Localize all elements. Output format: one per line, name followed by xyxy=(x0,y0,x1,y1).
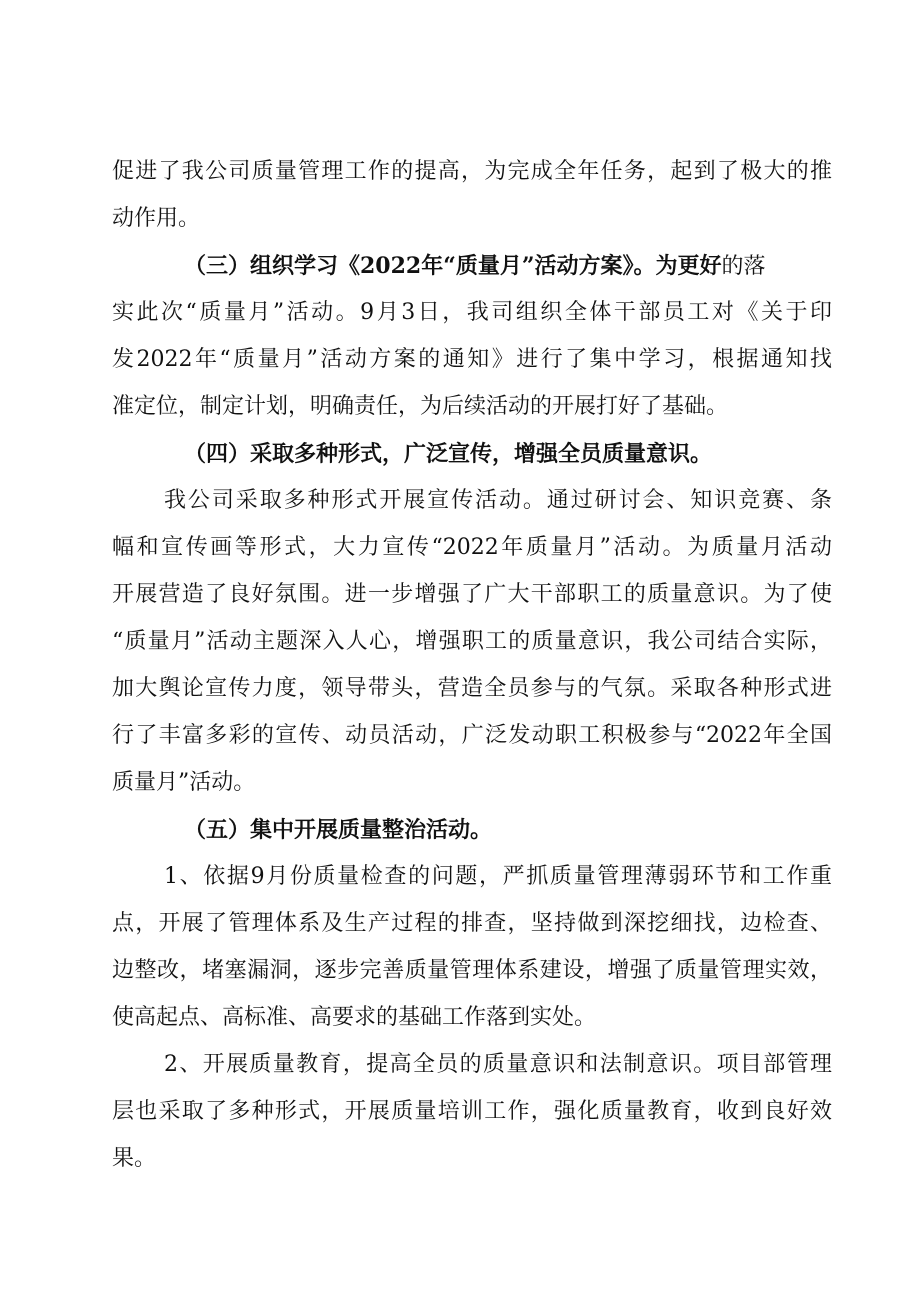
paragraph-line: 点，开展了管理体系及生产过程的排查，坚持做到深挖细找，边检查、 xyxy=(112,911,832,936)
paragraph-line: 层也采取了多种形式，开展质量培训工作，强化质量教育，收到良好效 xyxy=(112,1099,832,1124)
paragraph-line: 质量月”活动。 xyxy=(112,770,256,795)
section-heading-5: （五）集中开展质量整治活动。 xyxy=(184,817,493,843)
section-heading-3-tail: 的落 xyxy=(721,254,766,279)
paragraph-line: 动作用。 xyxy=(112,206,201,231)
paragraph-line: 幅和宣传画等形式，大力宣传“2022年质量月”活动。为质量月活动 xyxy=(112,535,832,560)
paragraph-line: 加大舆论宣传力度，领导带头，营造全员参与的气氛。采取各种形式进 xyxy=(112,676,832,701)
paragraph-line: 我公司采取多种形式开展宣传活动。通过研讨会、知识竞赛、条 xyxy=(164,488,832,513)
paragraph-line: 发2022年“质量月”活动方案的通知》进行了集中学习，根据通知找 xyxy=(112,347,833,372)
paragraph-line: 果。 xyxy=(112,1146,157,1171)
paragraph-line: 行了丰富多彩的宣传、动员活动，广泛发动职工积极参与“2022年全国 xyxy=(112,723,832,748)
paragraph-line: 准定位，制定计划，明确责任，为后续活动的开展打好了基础。 xyxy=(112,394,729,419)
paragraph-line: 开展营造了良好氛围。进一步增强了广大干部职工的质量意识。为了使 xyxy=(112,582,832,607)
paragraph-line: 促进了我公司质量管理工作的提高，为完成全年任务，起到了极大的推 xyxy=(112,159,832,184)
paragraph-line: 2、开展质量教育，提高全员的质量意识和法制意识。项目部管理 xyxy=(164,1052,832,1077)
section-heading-3 xyxy=(184,251,832,282)
section-heading-3-bold: （三）组织学习《2022年“质量月”活动方案》。为更好 xyxy=(184,253,722,279)
paragraph-line: 1、依据9月份质量检查的问题，严抓质量管理薄弱环节和工作重 xyxy=(164,864,832,889)
section-heading-4: （四）采取多种形式，广泛宣传，增强全员质量意识。 xyxy=(184,441,713,467)
paragraph-line: 使高起点、高标准、高要求的基础工作落到实处。 xyxy=(112,1005,597,1030)
paragraph-line: 边整改，堵塞漏洞，逐步完善质量管理体系建设，增强了质量管理实效， xyxy=(112,958,832,983)
paragraph-line: “质量月”活动主题深入人心，增强职工的质量意识，我公司结合实际， xyxy=(112,629,832,654)
paragraph-line: 实此次“质量月”活动。9月3日，我司组织全体干部员工对《关于印 xyxy=(112,300,832,325)
